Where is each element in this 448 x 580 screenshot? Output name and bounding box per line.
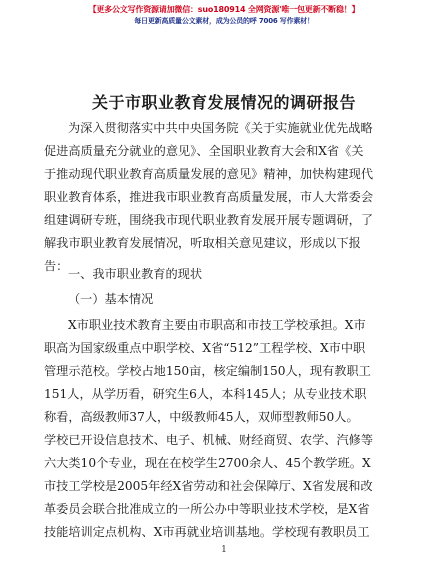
body-line: 六大类10个专业，现在在校学生2700余人、45个教学班。X xyxy=(44,456,371,470)
section-heading: 一、我市职业教育的现状 xyxy=(68,267,203,281)
intro-line: 组建调研专班，围绕我市现代职业教育发展开展专题调研，了 xyxy=(44,213,374,227)
subsection-heading: （一）基本情况 xyxy=(68,292,154,306)
body-line: 职高为国家级重点中职学校、X省“512”工程学校、X市中职 xyxy=(44,341,366,355)
intro-line: 告： xyxy=(44,259,69,273)
intro-line: 解我市职业教育发展情况，听取相关意见建议，形成以下报 xyxy=(44,236,361,250)
body-line: 学校已开设信息技术、电子、机械、财经商贸、农学、汽修等 xyxy=(44,433,374,447)
body-line: 市技工学校是2005年经X省劳动和社会保障厅、X省发展和改 xyxy=(44,479,373,493)
document-title: 关于市职业教育发展情况的调研报告 xyxy=(91,93,356,112)
body-line: 管理示范校。学校占地150亩，核定编制150人，现有教职工 xyxy=(44,364,371,378)
promo-banner-line-1: 【更多公文写作资源请加微信：suo180914 全网资源'唯一包更新不断稳！】 xyxy=(88,5,360,14)
body-line: 技能培训定点机构、X市再就业培训基地。学校现有教职员工 xyxy=(44,525,370,539)
intro-line: 为深入贯彻落实中共中央国务院《关于实施就业优先战略 xyxy=(68,121,373,135)
intro-line: 促进高质量充分就业的意见》、全国职业教育大会和X省《关 xyxy=(44,144,364,158)
intro-line: 于推动现代职业教育高质量发展的意见》精神，加快构建现代 xyxy=(44,167,374,181)
intro-line: 职业教育体系，推进我市职业教育高质量发展，市人大常委会 xyxy=(44,190,374,204)
body-line: 革委员会联合批准成立的一所公办中等职业技术学校，是X省 xyxy=(44,502,370,516)
body-line: X市职业技术教育主要由市职高和市技工学校承担。X市 xyxy=(68,318,366,332)
page-number: 1 xyxy=(221,545,227,555)
promo-banner-line-2: 每日更新高质量公文素材，成为公员的呼 7006 写作素材！ xyxy=(134,17,314,25)
body-line: 称看，高级教师37人，中级教师45人，双师型教师50人。 xyxy=(44,410,359,424)
body-line: 151人，从学历看，研究生6人，本科145人；从专业技术职 xyxy=(44,387,367,401)
